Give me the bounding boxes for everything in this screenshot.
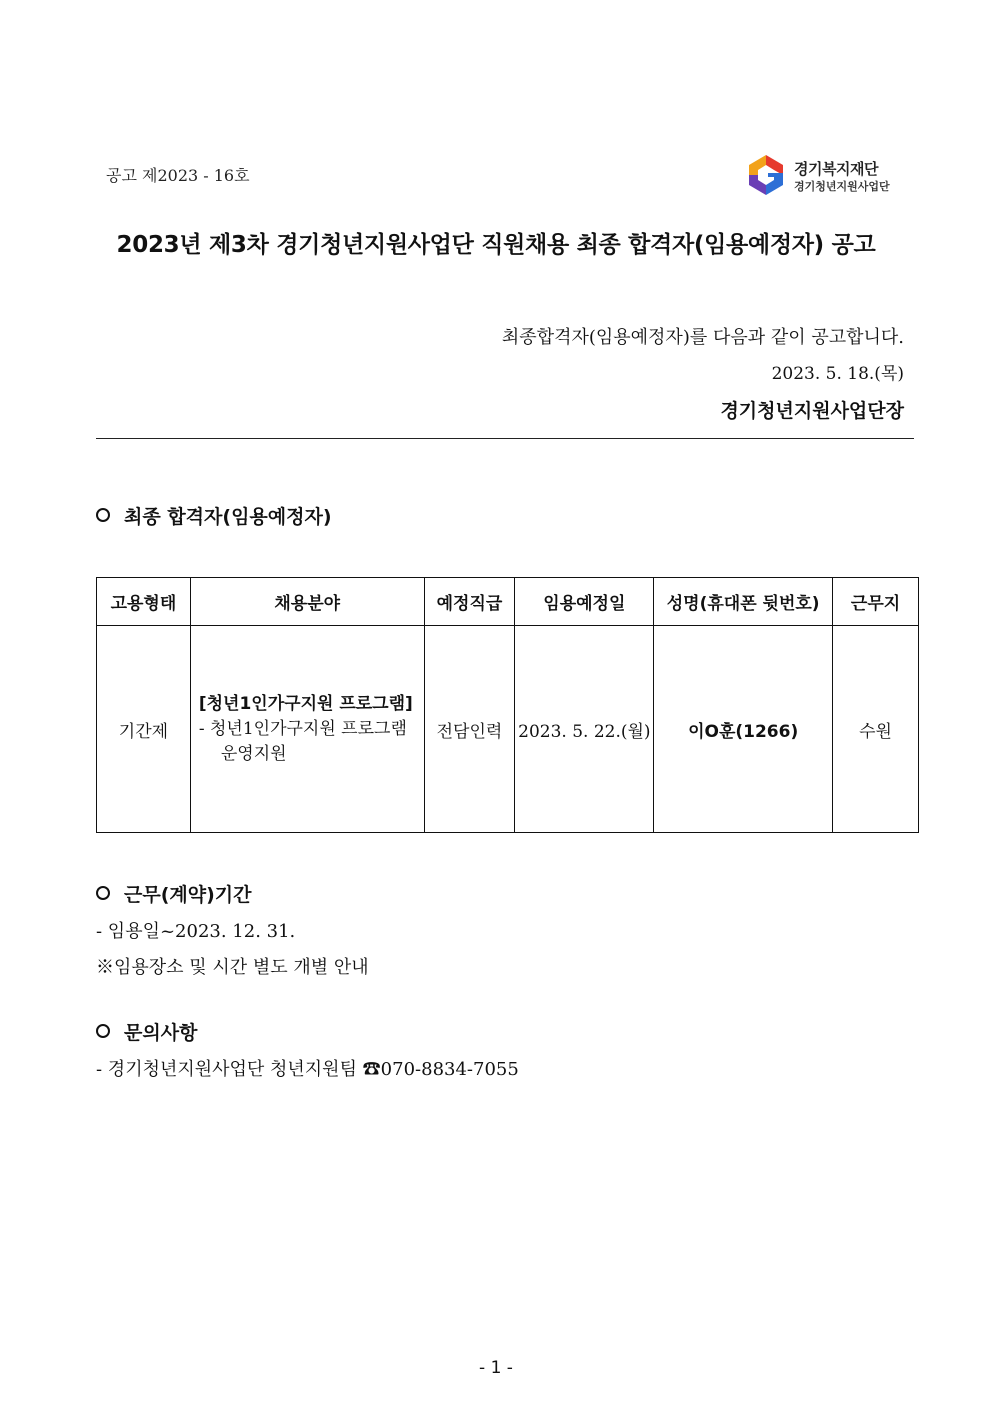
field-title: [청년1인가구지원 프로그램] — [198, 693, 413, 714]
section-title: 문의사항 — [124, 1022, 198, 1044]
divider — [96, 438, 914, 439]
logo-hexagon-icon — [746, 153, 786, 197]
field-detail: 운영지원 — [220, 743, 287, 764]
table-header-row — [97, 578, 919, 626]
logo-org-name: 경기복지재단 — [794, 160, 878, 178]
table-row — [97, 626, 919, 833]
appointment-date-cell: 2023. 5. 22.(월) — [515, 626, 654, 833]
column-header: 채용분야 — [190, 578, 424, 626]
notice-number: 공고 제2023 - 16호 — [106, 166, 250, 185]
column-header: 고용형태 — [97, 578, 191, 626]
contact-text: - 경기청년지원사업단 청년지원팀 ☎070-8834-7055 — [96, 1059, 519, 1080]
intro-text: 최종합격자(임용예정자)를 다음과 같이 공고합니다. — [501, 327, 904, 348]
circle-bullet-icon — [96, 886, 110, 900]
circle-bullet-icon — [96, 508, 110, 522]
section-title: 근무(계약)기간 — [124, 884, 252, 906]
section-heading-inquiries — [96, 1018, 197, 1045]
column-header: 예정직급 — [424, 578, 515, 626]
section-heading-contract-period — [96, 880, 252, 907]
column-header: 임용예정일 — [515, 578, 654, 626]
results-table — [96, 577, 919, 833]
recruitment-field-cell — [190, 626, 424, 833]
field-detail: - 청년1인가구지원 프로그램 — [198, 718, 407, 739]
circle-bullet-icon — [96, 1024, 110, 1038]
organization-logo — [746, 153, 896, 199]
announcement-date: 2023. 5. 18.(목) — [771, 364, 904, 384]
section-heading-final-successful — [96, 502, 332, 529]
note-text: ※임용장소 및 시간 별도 개별 안내 — [96, 957, 369, 978]
page-number: - 1 - — [479, 1358, 513, 1378]
period-text: - 임용일~2023. 12. 31. — [96, 921, 296, 942]
employment-type-cell: 기간제 — [97, 626, 191, 833]
document-title: 2023년 제3차 경기청년지원사업단 직원채용 최종 합격자(임용예정자) 공고 — [116, 232, 876, 258]
location-cell: 수원 — [833, 626, 919, 833]
section-title: 최종 합격자(임용예정자) — [124, 506, 332, 528]
column-header: 근무지 — [833, 578, 919, 626]
logo-sub-name: 경기청년지원사업단 — [794, 180, 890, 193]
grade-cell: 전담인력 — [424, 626, 515, 833]
signer: 경기청년지원사업단장 — [720, 400, 904, 422]
column-header: 성명(휴대폰 뒷번호) — [654, 578, 833, 626]
name-cell: 이O훈(1266) — [654, 626, 833, 833]
